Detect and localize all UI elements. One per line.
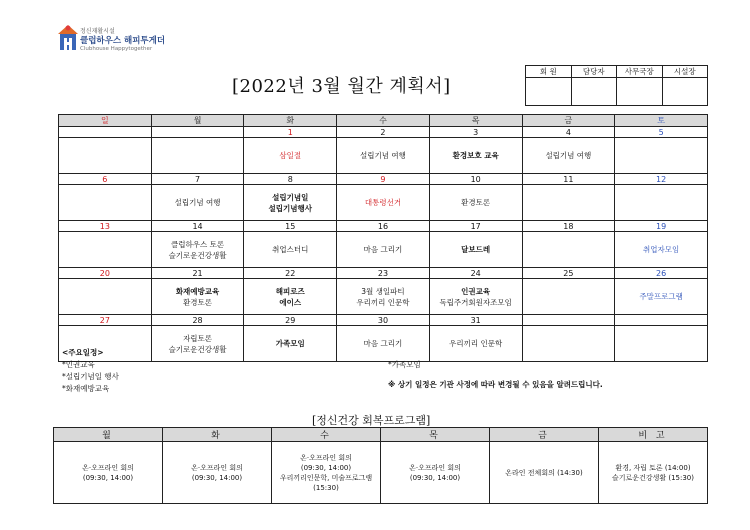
calendar-date-row: [59, 174, 708, 185]
calendar-event: 해피로즈: [275, 286, 305, 296]
date-number: 19: [615, 221, 708, 232]
day-header-thu: 목: [429, 115, 522, 127]
calendar-event: 취업자모임: [642, 245, 680, 254]
schedule-change-notice: ※ 상기 일정은 기관 사정에 따라 변경될 수 있음을 알려드립니다.: [388, 380, 603, 389]
note-item: *화재예방교육: [62, 384, 110, 393]
calendar-event: 마음 그리기: [363, 245, 403, 254]
house-logo-icon: [58, 24, 78, 52]
monthly-calendar: [58, 114, 708, 362]
logo-subtitle: 정신재활시설: [80, 28, 115, 35]
date-number: 1: [244, 127, 337, 138]
day-events-cell: [337, 138, 430, 174]
recovery-program-table: [53, 427, 708, 504]
calendar-event: 설립기념일: [272, 192, 309, 202]
logo-name: 클럽하우스 해피투게더: [80, 36, 166, 46]
calendar-event: 설립기념 여행: [360, 151, 406, 160]
calendar-event: 환경토론: [183, 297, 213, 307]
day-events-cell: [151, 232, 244, 268]
day-events-cell: [522, 279, 615, 315]
program-line: (09:30, 14:00): [300, 463, 352, 472]
day-header-mon: 월: [151, 115, 244, 127]
day-events-cell: [151, 279, 244, 315]
calendar-date-row: [59, 315, 708, 326]
key-schedule-notes: [62, 347, 119, 395]
day-header-tue: 화: [244, 115, 337, 127]
day-events-cell: [429, 279, 522, 315]
calendar-event: 3월 생일파티: [361, 286, 405, 296]
date-number: 6: [59, 174, 152, 185]
date-number: 21: [151, 268, 244, 279]
day-events-cell: [244, 279, 337, 315]
calendar-event: 설립기념 여행: [174, 198, 221, 207]
calendar-event: 클럽하우스 토론: [171, 239, 225, 249]
day-events-cell: [244, 138, 337, 174]
calendar-event-row: [59, 279, 708, 315]
program-header-tue: 화: [163, 428, 272, 442]
calendar-event: 환경토론: [461, 198, 491, 207]
date-number: 3: [429, 127, 522, 138]
calendar-event: 독립주거회원자조모임: [439, 297, 512, 307]
calendar-event: 우리끼리 인문학: [449, 339, 503, 348]
date-number: 7: [151, 174, 244, 185]
date-number: 25: [522, 268, 615, 279]
calendar-event: 설립기념행사: [268, 203, 312, 213]
approval-header-secretary: 사무국장: [617, 66, 663, 78]
date-number: 17: [429, 221, 522, 232]
calendar-event: 가족모임: [275, 339, 305, 348]
day-events-cell: [151, 326, 244, 362]
day-header-wed: 수: [337, 115, 430, 127]
day-events-cell: [337, 279, 430, 315]
program-header-wed: 수: [272, 428, 381, 442]
date-number: 20: [59, 268, 152, 279]
program-line: (15:30): [313, 483, 339, 492]
program-header-thu: 목: [381, 428, 490, 442]
date-number: 12: [615, 174, 708, 185]
note-item: *설립기념일 행사: [62, 372, 119, 381]
calendar-event-row: [59, 326, 708, 362]
date-number: 5: [615, 127, 708, 138]
program-cell: [490, 442, 599, 504]
program-line: 환경, 자립 토론 (14:00): [615, 463, 691, 472]
day-events-cell: [522, 232, 615, 268]
day-events-cell: [59, 232, 152, 268]
program-line: 우리끼리인문학, 미술프로그램: [279, 473, 373, 482]
calendar-event: 에이스: [279, 297, 302, 307]
day-events-cell: [59, 138, 152, 174]
date-number: 2: [337, 127, 430, 138]
program-line: (09:30, 14:00): [82, 473, 134, 482]
note-item: *가족모임: [388, 360, 421, 369]
date-number: [522, 315, 615, 326]
approval-sign-cell: [526, 78, 572, 106]
day-header-sat: 토: [615, 115, 708, 127]
program-header-fri: 금: [490, 428, 599, 442]
calendar-event: 슬기로운건강생활: [168, 344, 227, 354]
day-events-cell: [429, 326, 522, 362]
date-number: 27: [59, 315, 152, 326]
date-number: 11: [522, 174, 615, 185]
date-number: 30: [337, 315, 430, 326]
approval-header-manager: 담당자: [571, 66, 617, 78]
day-events-cell: [522, 138, 615, 174]
day-events-cell: [615, 279, 708, 315]
day-events-cell: [615, 185, 708, 221]
day-events-cell: [244, 232, 337, 268]
calendar-event: 설립기념 여행: [545, 151, 592, 160]
calendar-date-row: [59, 127, 708, 138]
date-number: [615, 315, 708, 326]
program-section-title: [정신건강 회복프로그램]: [312, 412, 430, 430]
day-events-cell: [615, 138, 708, 174]
day-events-cell: [522, 326, 615, 362]
approval-header-director: 시설장: [662, 66, 708, 78]
date-number: 18: [522, 221, 615, 232]
calendar-event: 슬기로운건강생활: [168, 250, 227, 260]
calendar-event-row: [59, 232, 708, 268]
date-number: 23: [337, 268, 430, 279]
date-number: 16: [337, 221, 430, 232]
notes-heading: <주요일정>: [62, 348, 104, 357]
date-number: 31: [429, 315, 522, 326]
date-number: 24: [429, 268, 522, 279]
clubhouse-logo: [58, 22, 208, 58]
program-cell: [381, 442, 490, 504]
date-number: 4: [522, 127, 615, 138]
day-events-cell: [59, 279, 152, 315]
approval-sign-cell: [662, 78, 708, 106]
day-events-cell: [337, 326, 430, 362]
date-number: 10: [429, 174, 522, 185]
calendar-event: 화재예방교육: [175, 286, 220, 296]
day-events-cell: [244, 185, 337, 221]
program-cell: [54, 442, 163, 504]
calendar-event: 달보드레: [461, 245, 491, 254]
calendar-event: 자립토론: [183, 333, 213, 343]
program-line: 온·오프라인 회의: [409, 463, 461, 472]
day-events-cell: [151, 185, 244, 221]
program-line: 온·오프라인 회의: [191, 463, 243, 472]
program-cell: [163, 442, 272, 504]
approval-table: [525, 65, 708, 106]
day-events-cell: [522, 185, 615, 221]
date-number: 9: [337, 174, 430, 185]
calendar-event: 우리끼리 인문학: [356, 297, 410, 307]
day-header-sun: 일: [59, 115, 152, 127]
date-number: 15: [244, 221, 337, 232]
program-line: 온·오프라인 회의: [300, 453, 352, 462]
program-line: 온라인 전체회의 (14:30): [505, 468, 583, 477]
day-events-cell: [615, 326, 708, 362]
program-line: 온·오프라인 회의: [82, 463, 134, 472]
date-number: 29: [244, 315, 337, 326]
program-header-mon: 월: [54, 428, 163, 442]
day-events-cell: [429, 185, 522, 221]
program-cell: [599, 442, 708, 504]
day-events-cell: [244, 326, 337, 362]
date-number: [59, 127, 152, 138]
day-events-cell: [429, 138, 522, 174]
approval-sign-cell: [617, 78, 663, 106]
calendar-event: 주말프로그램: [639, 292, 683, 301]
date-number: 28: [151, 315, 244, 326]
program-cell: [272, 442, 381, 504]
day-events-cell: [615, 232, 708, 268]
calendar-event: 인권교육: [461, 286, 491, 296]
note-item: *인권교육: [62, 360, 95, 369]
program-line: (09:30, 14:00): [191, 473, 243, 482]
day-events-cell: [429, 232, 522, 268]
date-number: [151, 127, 244, 138]
calendar-event: 환경보호 교육: [452, 151, 499, 160]
calendar-event-row: [59, 138, 708, 174]
calendar-event: 삼일절: [279, 151, 302, 160]
calendar-event-row: [59, 185, 708, 221]
date-number: 13: [59, 221, 152, 232]
day-events-cell: [59, 185, 152, 221]
page-title: [2022년 3월 월간 계획서]: [232, 76, 451, 97]
day-events-cell: [337, 232, 430, 268]
day-events-cell: [337, 185, 430, 221]
day-events-cell: [151, 138, 244, 174]
date-number: 14: [151, 221, 244, 232]
approval-sign-cell: [571, 78, 617, 106]
calendar-date-row: [59, 268, 708, 279]
program-line: 슬기로운건강생활 (15:30): [612, 473, 694, 482]
calendar-date-row: [59, 221, 708, 232]
logo-english-name: Clubhouse Happytogether: [80, 46, 153, 52]
calendar-event: 마음 그리기: [363, 339, 403, 348]
program-header-note: 비 고: [599, 428, 708, 442]
date-number: 22: [244, 268, 337, 279]
day-header-fri: 금: [522, 115, 615, 127]
calendar-event: 취업스터디: [272, 245, 309, 254]
calendar-event: 대통령선거: [364, 198, 402, 207]
program-line: (09:30, 14:00): [409, 473, 461, 482]
approval-header-member: 회 원: [526, 66, 572, 78]
date-number: 8: [244, 174, 337, 185]
date-number: 26: [615, 268, 708, 279]
